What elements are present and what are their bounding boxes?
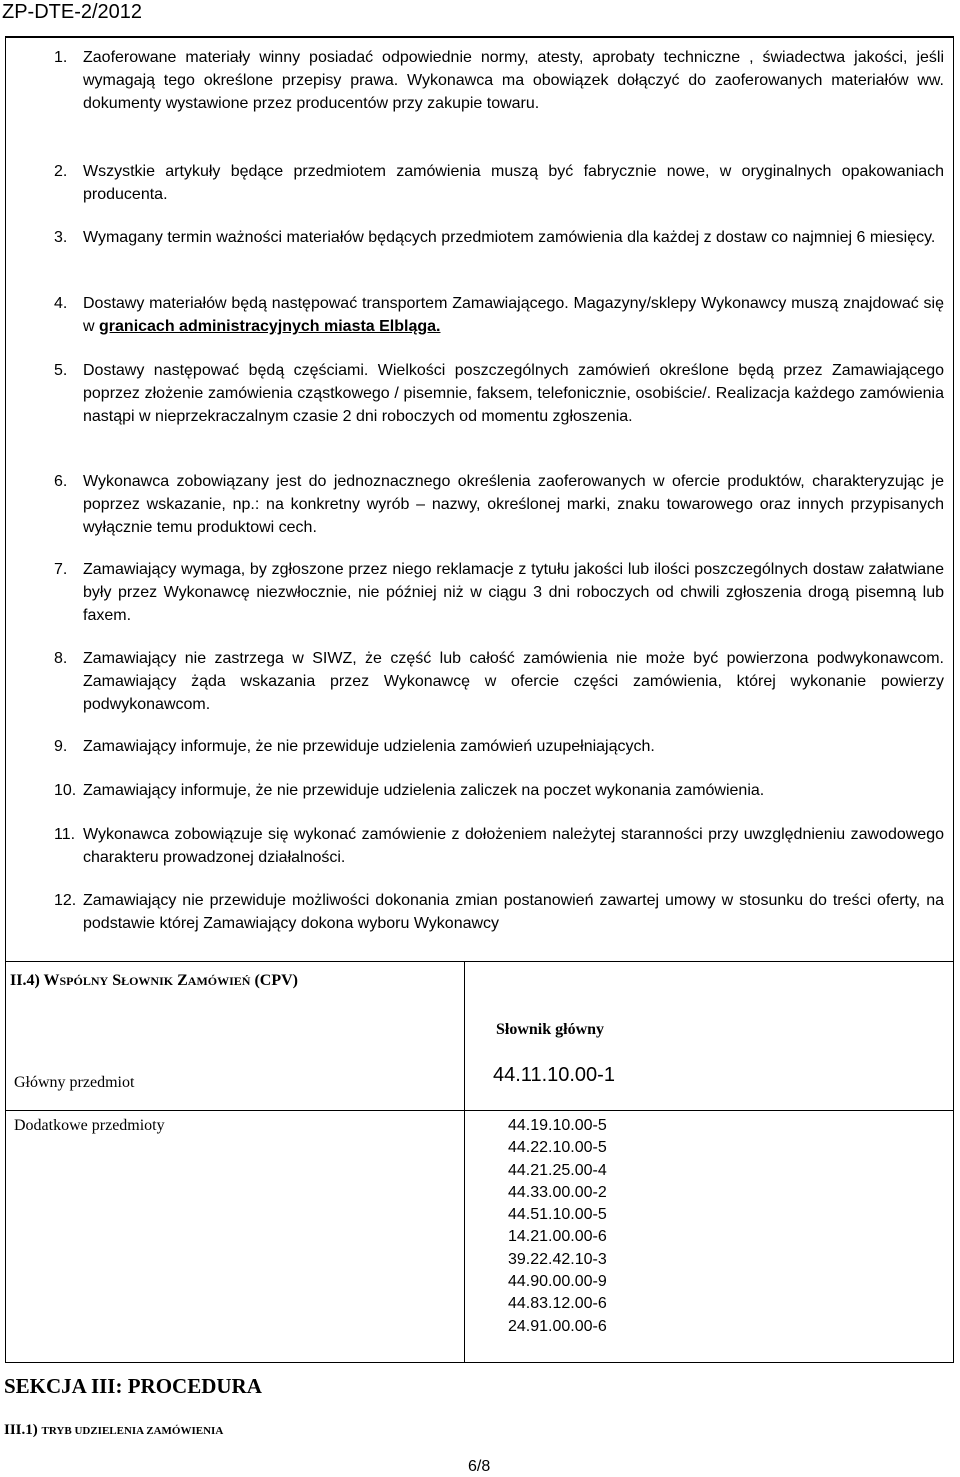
content-frame (5, 36, 954, 1363)
list-item-1: 1. Zaoferowane materiały winny posiadać odpowiednie normy, atesty, aprobaty techniczne , świadectwa jakości, jeśli wymagają tego określone przepisy prawa. Wykonawca ma obowiązek dołączyć do zaoferowanych materiałów ww. dokumenty wystawione przez producentów przy zakupie towaru. (54, 46, 944, 115)
list-item-3: 3. Wymagany termin ważności materiałów będących przedmiotem zamówienia dla każdej z dostaw co najmniej 6 miesięcy. (54, 226, 944, 249)
cpv-dictionary-header: Słownik główny (496, 1021, 605, 1038)
page-number: 6/8 (468, 1458, 491, 1475)
cpv-code: 14.21.00.00-6 (508, 1228, 607, 1246)
list-item-text: Dostawy materiałów będą następować transportem Zamawiającego. Magazyny/sklepy Wykonawcy muszą znajdować się w (83, 295, 944, 335)
list-item-text: Zamawiający informuje, że nie przewiduje udzielenia zamówień uzupełniających. (83, 738, 655, 755)
list-item-text: Wymagany termin ważności materiałów będących przedmiotem zamówienia dla każdej z dostaw co najmniej 6 miesięcy. (83, 229, 936, 246)
list-item-text: Wykonawca zobowiązuje się wykonać zamówienie z dołożeniem należytej staranności przy uwzględnieniu zawodowego charakteru prowadzonej działalności. (83, 826, 944, 866)
cpv-code: 44.21.25.00-4 (508, 1161, 607, 1179)
list-item-9: 9. Zamawiający informuje, że nie przewiduje udzielenia zamówień uzupełniających. (54, 735, 944, 758)
cpv-code: 44.83.12.00-6 (508, 1295, 607, 1313)
list-item-text: Zamawiający nie zastrzega w SIWZ, że część lub całość zamówienia nie może być powierzona podwykonawcom. Zamawiający żąda wskazania przez Wykonawcę w ofercie części zamówienia, której wykonanie powierzy podwykonawcom. (83, 650, 944, 713)
frame-top-rule (6, 37, 953, 38)
list-item-text: Wykonawca zobowiązany jest do jednoznacznego określenia zaoferowanych w ofercie produktów, charakteryzując je poprzez wskazanie, np.: na konkretny wyrób – nazwy, określonej marki, znaku towarowego oraz innych przypisanych wyłącznie temu produktowi cech. (83, 473, 944, 536)
list-item-11: 11. Wykonawca zobowiązuje się wykonać zamówienie z dołożeniem należytej staranności przy uwzględnieniu zawodowego charakteru prowadzonej działalności. (54, 823, 944, 869)
cpv-code: 44.90.00.00-9 (508, 1273, 607, 1291)
list-item-10: 10. Zamawiający informuje, że nie przewiduje udzielenia zaliczek na poczet wykonania zamówienia. (54, 779, 944, 802)
cpv-additional-label: Dodatkowe przedmioty (14, 1117, 165, 1134)
list-item-text: Zamawiający wymaga, by zgłoszone przez niego reklamacje z tytułu jakości lub ilości poszczególnych dostaw załatwiane były przez Wykonawcę niezwłocznie, nie później niż w ciągu 3 dni roboczych od chwili zgłoszenia drogą pisemną lub faxem. (83, 561, 944, 624)
list-item-text: Dostawy następować będą częściami. Wielkości poszczególnych zamówień określone będą przez Zamawiającego poprzez złożenie zamówienia cząstkowego / pisemnie, faksem, telefonicznie, osobiście/. Realizacja każdego zamówienia nastąpi w nieprzekraczalnym czasie 2 dni roboczych od momentu zgłoszenia. (83, 362, 944, 425)
cpv-code: 24.91.00.00-6 (508, 1317, 607, 1335)
cpv-additional-codes (508, 1115, 607, 1338)
cpv-table-row-divider (6, 1110, 953, 1111)
section-divider (6, 961, 953, 962)
cpv-code: 44.19.10.00-5 (508, 1117, 607, 1134)
list-item-6: 6. Wykonawca zobowiązany jest do jednoznacznego określenia zaoferowanych w ofercie produktów, charakteryzując je poprzez wskazanie, np.: na konkretny wyrób – nazwy, określonej marki, znaku towarowego oraz innych przypisanych wyłącznie temu produktowi cech. (54, 470, 944, 539)
list-item-8: 8. Zamawiający nie zastrzega w SIWZ, że część lub całość zamówienia nie może być powierzona podwykonawcom. Zamawiający żąda wskazania przez Wykonawcę w ofercie części zamówienia, której wykonanie powierzy podwykonawcom. (54, 647, 944, 716)
cpv-table-column-divider (464, 961, 465, 1362)
list-item-12: 12. Zamawiający nie przewiduje możliwości dokonania zmian postanowień zawartej umowy w stosunku do treści oferty, na podstawie której Zamawiający dokona wyboru Wykonawcy (54, 889, 944, 935)
cpv-section-heading: II.4) WSPÓLNY SŁOWNIK ZAMÓWIEŃ (CPV) (10, 972, 298, 989)
list-item-4: 4. Dostawy materiałów będą następować transportem Zamawiającego. Magazyny/sklepy Wykonawcy muszą znajdować się w granicach administracyjnych miasta Elbląga. (54, 295, 944, 335)
emphasized-text: granicach administracyjnych miasta Elbląga. (99, 318, 441, 335)
list-item-text: Zamawiający informuje, że nie przewiduje udzielenia zaliczek na poczet wykonania zamówienia. (83, 782, 765, 799)
list-item-text: Zamawiający nie przewiduje możliwości dokonania zmian postanowień zawartej umowy w stosunku do treści oferty, na podstawie której Zamawiający dokona wyboru Wykonawcy (83, 892, 944, 932)
cpv-main-code: 44.11.10.00-1 (493, 1064, 615, 1086)
cpv-code: 44.22.10.00-5 (508, 1139, 607, 1157)
cpv-code: 39.22.42.10-3 (508, 1250, 607, 1268)
section-3-title: SEKCJA III: PROCEDURA (4, 1374, 262, 1398)
list-item-text: Zaoferowane materiały winny posiadać odpowiednie normy, atesty, aprobaty techniczne , świadectwa jakości, jeśli wymagają tego określone przepisy prawa. Wykonawca ma obowiązek dołączyć do zaoferowanych materiałów ww. dokumenty wystawione przez producentów przy zakupie towaru. (83, 49, 944, 112)
list-item-5: 5. Dostawy następować będą częściami. Wielkości poszczególnych zamówień określone będą przez Zamawiającego poprzez złożenie zamówienia cząstkowego / pisemnie, faksem, telefonicznie, osobiście/. Realizacja każdego zamówienia nastąpi w nieprzekraczalnym czasie 2 dni roboczych od momentu zgłoszenia. (54, 359, 944, 428)
cpv-code: 44.33.00.00-2 (508, 1183, 607, 1201)
document-code: ZP-DTE-2/2012 (2, 1, 143, 23)
cpv-code: 44.51.10.00-5 (508, 1206, 607, 1224)
list-item-text: Wszystkie artykuły będące przedmiotem zamówienia muszą być fabrycznie nowe, w oryginalnych opakowaniach producenta. (83, 163, 944, 203)
list-item-7: 7. Zamawiający wymaga, by zgłoszone przez niego reklamacje z tytułu jakości lub ilości poszczególnych dostaw załatwiane były przez Wykonawcę niezwłocznie, nie później niż w ciągu 3 dni roboczych od chwili zgłoszenia drogą pisemną lub faxem. (54, 558, 944, 627)
list-item-2: 2. Wszystkie artykuły będące przedmiotem zamówienia muszą być fabrycznie nowe, w oryginalnych opakowaniach producenta. (54, 160, 944, 206)
cpv-main-label: Główny przedmiot (14, 1074, 135, 1091)
section-3-1-heading: III.1) TRYB UDZIELENIA ZAMÓWIENIA (4, 1422, 224, 1438)
